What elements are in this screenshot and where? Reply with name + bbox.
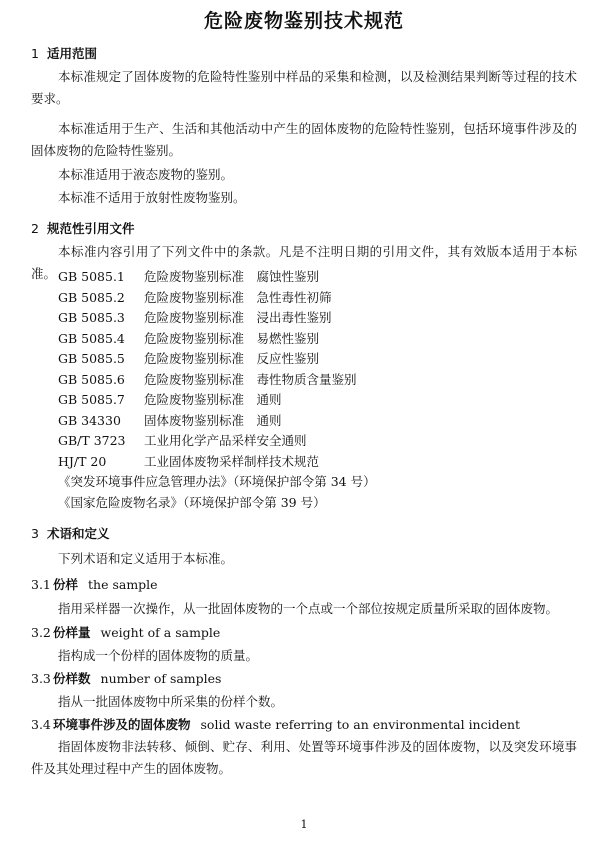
section-1-title: 适用范围 (47, 46, 98, 61)
reference-name: 危险废物鉴别标准 反应性鉴别 (144, 351, 320, 366)
term-chinese: 份样量 (53, 625, 91, 640)
reference-code: HJ/T 20 (58, 454, 107, 469)
reference-code: GB 5085.4 (58, 331, 125, 346)
reference-code: GB/T 3723 (58, 433, 126, 448)
page-number: 1 (300, 818, 308, 831)
term-definition: 指从一批固体废物中所采集的份样个数。 (58, 694, 284, 709)
section-1-paragraph: 本标准规定了固体废物的危险特性鉴别中样品的采集和检测，以及检测结果判断等过程的技术要求。 (31, 69, 577, 106)
section-1-paragraph: 本标准适用于生产、生活和其他活动中产生的固体废物的危险特性鉴别，包括环境事件涉及的固体废物的危险特性鉴别。 (31, 121, 577, 158)
term-definition: 指构成一个份样的固体废物的质量。 (58, 648, 259, 663)
reference-item (58, 267, 319, 285)
reference-name: 危险废物鉴别标准 腐蚀性鉴别 (144, 269, 320, 284)
section-3-number: 3 (31, 526, 39, 541)
section-2-title: 规范性引用文件 (47, 221, 135, 236)
reference-item (58, 431, 307, 449)
term-number: 3.4 (31, 717, 51, 732)
term-chinese: 环境事件涉及的固体废物 (53, 717, 191, 732)
reference-item (58, 329, 319, 347)
reference-name: 危险废物鉴别标准 毒性物质含量鉴别 (144, 372, 357, 387)
section-3-title: 术语和定义 (47, 526, 110, 541)
reference-code: GB 5085.1 (58, 269, 125, 284)
term-english: number of samples (100, 671, 222, 686)
reference-item (58, 390, 282, 408)
reference-name: 危险废物鉴别标准 浸出毒性鉴别 (144, 310, 332, 325)
term-definition: 指固体废物非法转移、倾倒、贮存、利用、处置等环境事件涉及的固体废物，以及突发环境事件及其处理过程中产生的固体废物。 (31, 739, 577, 776)
term-heading (31, 715, 520, 733)
page-title: 危险废物鉴别技术规范 (203, 10, 404, 32)
regulation-reference: 《国家危险废物名录》（环境保护部令第 39 号） (58, 495, 326, 510)
reference-code: GB 5085.2 (58, 290, 125, 305)
section-3-heading (31, 524, 110, 542)
reference-item (58, 349, 319, 367)
section-3-intro: 下列术语和定义适用于本标准。 (58, 551, 234, 566)
term-number: 3.3 (31, 671, 51, 686)
term-english: the sample (88, 577, 158, 592)
reference-item (58, 452, 319, 470)
section-2-intro: 本标准内容引用了下列文件中的条款。凡是不注明日期的引用文件，其有效版本适用于本标准。 (31, 244, 577, 281)
reference-name: 危险废物鉴别标准 易燃性鉴别 (144, 331, 320, 346)
term-definition: 指用采样器一次操作，从一批固体废物的一个点或一个部位按规定质量所采取的固体废物。 (58, 601, 559, 616)
reference-code: GB 5085.3 (58, 310, 125, 325)
reference-name: 危险废物鉴别标准 急性毒性初筛 (144, 290, 332, 305)
reference-item (58, 308, 332, 326)
reference-item (58, 411, 282, 429)
section-2-heading (31, 219, 135, 237)
term-english: solid waste referring to an environmental incident (200, 717, 521, 732)
term-chinese: 份样 (53, 577, 79, 592)
term-chinese: 份样数 (53, 671, 91, 686)
reference-name: 工业用化学产品采样安全通则 (144, 433, 307, 448)
regulation-reference: 《突发环境事件应急管理办法》（环境保护部令第 34 号） (58, 474, 376, 489)
reference-item (58, 370, 357, 388)
section-1-paragraph: 本标准不适用于放射性废物鉴别。 (58, 190, 246, 205)
section-1-number: 1 (31, 46, 39, 61)
reference-name: 危险废物鉴别标准 通则 (144, 392, 282, 407)
term-number: 3.2 (31, 625, 51, 640)
term-english: weight of a sample (100, 625, 221, 640)
section-1-paragraph: 本标准适用于液态废物的鉴别。 (58, 167, 234, 182)
reference-code: GB 5085.5 (58, 351, 125, 366)
reference-name: 工业固体废物采样制样技术规范 (144, 454, 320, 469)
term-heading (31, 669, 221, 687)
section-1-heading (31, 44, 97, 62)
reference-code: GB 34330 (58, 413, 121, 428)
reference-code: GB 5085.6 (58, 372, 125, 387)
term-heading (31, 623, 220, 641)
term-heading (31, 575, 158, 593)
term-number: 3.1 (31, 577, 51, 592)
reference-name: 固体废物鉴别标准 通则 (144, 413, 282, 428)
section-2-number: 2 (31, 221, 39, 236)
reference-code: GB 5085.7 (58, 392, 125, 407)
reference-item (58, 288, 332, 306)
